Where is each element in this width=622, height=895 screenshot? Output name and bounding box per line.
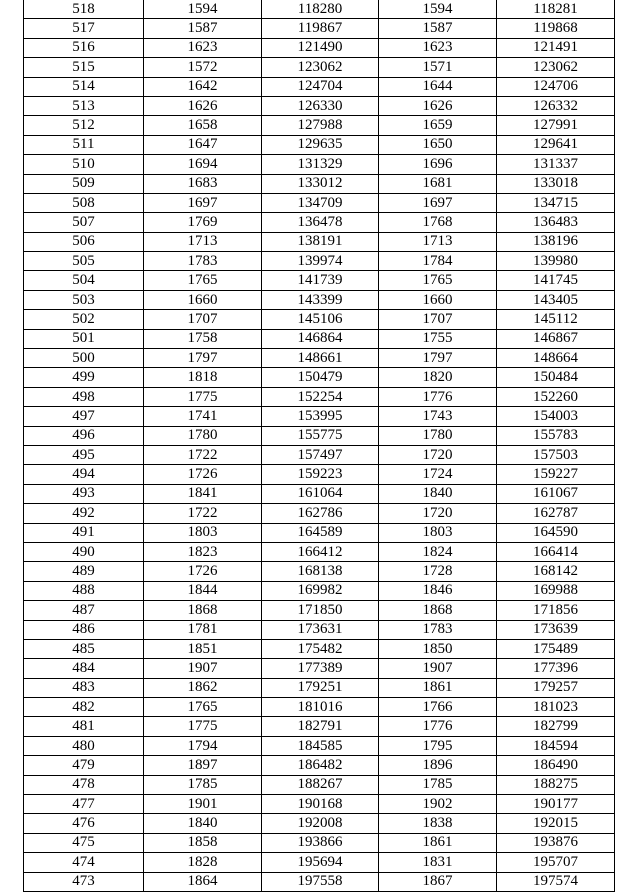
table-row [24, 445, 615, 464]
count-cell-alt: 1766 [379, 698, 497, 717]
count-cell: 1660 [144, 290, 262, 309]
cumulative-cell: 181016 [262, 698, 379, 717]
table-row [24, 853, 615, 872]
count-cell: 1623 [144, 38, 262, 57]
score-cell: 511 [24, 135, 144, 154]
table-row [24, 213, 615, 232]
table-row [24, 96, 615, 115]
count-cell-alt: 1650 [379, 135, 497, 154]
count-cell-alt: 1783 [379, 620, 497, 639]
table-row [24, 833, 615, 852]
cumulative-cell-alt: 126332 [497, 96, 615, 115]
count-cell: 1722 [144, 445, 262, 464]
cumulative-cell: 164589 [262, 523, 379, 542]
count-cell-alt: 1776 [379, 717, 497, 736]
count-cell: 1726 [144, 465, 262, 484]
count-cell-alt: 1861 [379, 678, 497, 697]
cumulative-cell-alt: 146867 [497, 329, 615, 348]
cumulative-cell-alt: 150484 [497, 368, 615, 387]
cumulative-cell-alt: 134715 [497, 193, 615, 212]
count-cell-alt: 1724 [379, 465, 497, 484]
table-row [24, 562, 615, 581]
count-cell-alt: 1861 [379, 833, 497, 852]
table-row [24, 504, 615, 523]
count-cell-alt: 1713 [379, 232, 497, 251]
count-cell-alt: 1743 [379, 407, 497, 426]
count-cell: 1697 [144, 193, 262, 212]
cumulative-cell-alt: 139980 [497, 252, 615, 271]
cumulative-cell-alt: 133018 [497, 174, 615, 193]
count-cell: 1758 [144, 329, 262, 348]
count-cell: 1818 [144, 368, 262, 387]
cumulative-cell: 148661 [262, 349, 379, 368]
table-row [24, 232, 615, 251]
cumulative-cell-alt: 164590 [497, 523, 615, 542]
count-cell-alt: 1795 [379, 736, 497, 755]
count-cell: 1851 [144, 639, 262, 658]
cumulative-cell-alt: 148664 [497, 349, 615, 368]
count-cell: 1823 [144, 542, 262, 561]
table-row [24, 736, 615, 755]
score-cell: 509 [24, 174, 144, 193]
table-row [24, 814, 615, 833]
count-cell: 1658 [144, 116, 262, 135]
cumulative-cell-alt: 162787 [497, 504, 615, 523]
count-cell: 1741 [144, 407, 262, 426]
cumulative-cell: 133012 [262, 174, 379, 193]
cumulative-cell: 127988 [262, 116, 379, 135]
score-cell: 505 [24, 252, 144, 271]
table-row [24, 193, 615, 212]
score-cell: 483 [24, 678, 144, 697]
count-cell-alt: 1571 [379, 58, 497, 77]
count-cell: 1797 [144, 349, 262, 368]
count-cell: 1726 [144, 562, 262, 581]
cumulative-cell-alt: 129641 [497, 135, 615, 154]
cumulative-cell: 153995 [262, 407, 379, 426]
count-cell-alt: 1838 [379, 814, 497, 833]
cumulative-cell: 134709 [262, 193, 379, 212]
table-row [24, 77, 615, 96]
count-cell: 1783 [144, 252, 262, 271]
score-cell: 503 [24, 290, 144, 309]
table-row [24, 407, 615, 426]
score-cell: 507 [24, 213, 144, 232]
count-cell: 1907 [144, 659, 262, 678]
score-cell: 479 [24, 756, 144, 775]
cumulative-cell-alt: 119868 [497, 19, 615, 38]
cumulative-cell: 150479 [262, 368, 379, 387]
cumulative-cell-alt: 181023 [497, 698, 615, 717]
cumulative-cell-alt: 124706 [497, 77, 615, 96]
cumulative-cell: 129635 [262, 135, 379, 154]
table-row [24, 387, 615, 406]
count-cell-alt: 1896 [379, 756, 497, 775]
count-cell: 1765 [144, 698, 262, 717]
table-row [24, 872, 615, 891]
score-cell: 487 [24, 601, 144, 620]
count-cell: 1707 [144, 310, 262, 329]
table-row [24, 542, 615, 561]
count-cell: 1775 [144, 717, 262, 736]
count-cell-alt: 1776 [379, 387, 497, 406]
score-cell: 480 [24, 736, 144, 755]
table-row [24, 484, 615, 503]
count-cell: 1642 [144, 77, 262, 96]
cumulative-cell-alt: 138196 [497, 232, 615, 251]
count-cell-alt: 1768 [379, 213, 497, 232]
table-row [24, 426, 615, 445]
cumulative-cell: 141739 [262, 271, 379, 290]
score-cell: 518 [24, 0, 144, 19]
count-cell: 1897 [144, 756, 262, 775]
score-cell: 495 [24, 445, 144, 464]
count-cell-alt: 1820 [379, 368, 497, 387]
count-cell-alt: 1831 [379, 853, 497, 872]
table-row [24, 523, 615, 542]
score-cell: 500 [24, 349, 144, 368]
count-cell-alt: 1720 [379, 504, 497, 523]
cumulative-cell-alt: 182799 [497, 717, 615, 736]
count-cell: 1647 [144, 135, 262, 154]
cumulative-cell: 182791 [262, 717, 379, 736]
score-cell: 516 [24, 38, 144, 57]
count-cell: 1828 [144, 853, 262, 872]
cumulative-cell-alt: 145112 [497, 310, 615, 329]
cumulative-cell: 155775 [262, 426, 379, 445]
table-row [24, 116, 615, 135]
table-row [24, 368, 615, 387]
cumulative-cell: 192008 [262, 814, 379, 833]
count-cell: 1769 [144, 213, 262, 232]
cumulative-cell: 143399 [262, 290, 379, 309]
cumulative-cell-alt: 192015 [497, 814, 615, 833]
count-cell-alt: 1660 [379, 290, 497, 309]
score-cell: 512 [24, 116, 144, 135]
count-cell: 1683 [144, 174, 262, 193]
cumulative-cell: 177389 [262, 659, 379, 678]
cumulative-cell: 146864 [262, 329, 379, 348]
count-cell: 1713 [144, 232, 262, 251]
count-cell-alt: 1659 [379, 116, 497, 135]
cumulative-cell: 188267 [262, 775, 379, 794]
score-cell: 517 [24, 19, 144, 38]
cumulative-cell-alt: 152260 [497, 387, 615, 406]
score-cell: 499 [24, 368, 144, 387]
count-cell-alt: 1728 [379, 562, 497, 581]
cumulative-cell: 159223 [262, 465, 379, 484]
table-row [24, 329, 615, 348]
table-row [24, 252, 615, 271]
count-cell: 1775 [144, 387, 262, 406]
count-cell-alt: 1644 [379, 77, 497, 96]
score-cell: 502 [24, 310, 144, 329]
count-cell: 1587 [144, 19, 262, 38]
score-distribution-table [23, 0, 615, 892]
count-cell: 1858 [144, 833, 262, 852]
cumulative-cell-alt: 179257 [497, 678, 615, 697]
cumulative-cell: 131329 [262, 155, 379, 174]
table-row [24, 0, 615, 19]
cumulative-cell: 190168 [262, 795, 379, 814]
cumulative-cell-alt: 157503 [497, 445, 615, 464]
cumulative-cell-alt: 190177 [497, 795, 615, 814]
cumulative-cell: 138191 [262, 232, 379, 251]
count-cell: 1840 [144, 814, 262, 833]
cumulative-cell: 168138 [262, 562, 379, 581]
cumulative-cell-alt: 121491 [497, 38, 615, 57]
cumulative-cell: 119867 [262, 19, 379, 38]
cumulative-cell-alt: 169988 [497, 581, 615, 600]
count-cell-alt: 1780 [379, 426, 497, 445]
table-row [24, 290, 615, 309]
score-cell: 513 [24, 96, 144, 115]
cumulative-cell: 179251 [262, 678, 379, 697]
cumulative-cell: 161064 [262, 484, 379, 503]
count-cell-alt: 1626 [379, 96, 497, 115]
count-cell: 1841 [144, 484, 262, 503]
cumulative-cell-alt: 161067 [497, 484, 615, 503]
cumulative-cell-alt: 184594 [497, 736, 615, 755]
cumulative-cell-alt: 177396 [497, 659, 615, 678]
count-cell-alt: 1868 [379, 601, 497, 620]
table-row [24, 38, 615, 57]
score-cell: 496 [24, 426, 144, 445]
cumulative-cell: 123062 [262, 58, 379, 77]
table-row [24, 155, 615, 174]
cumulative-cell-alt: 141745 [497, 271, 615, 290]
table-row [24, 639, 615, 658]
count-cell: 1572 [144, 58, 262, 77]
table-row [24, 581, 615, 600]
score-cell: 488 [24, 581, 144, 600]
score-cell: 489 [24, 562, 144, 581]
cumulative-cell: 186482 [262, 756, 379, 775]
table-row [24, 678, 615, 697]
count-cell: 1694 [144, 155, 262, 174]
count-cell-alt: 1846 [379, 581, 497, 600]
cumulative-cell-alt: 193876 [497, 833, 615, 852]
count-cell: 1864 [144, 872, 262, 891]
cumulative-cell: 184585 [262, 736, 379, 755]
cumulative-cell-alt: 175489 [497, 639, 615, 658]
score-cell: 508 [24, 193, 144, 212]
score-cell: 485 [24, 639, 144, 658]
cumulative-cell-alt: 155783 [497, 426, 615, 445]
table-row [24, 698, 615, 717]
count-cell-alt: 1867 [379, 872, 497, 891]
cumulative-cell: 195694 [262, 853, 379, 872]
score-cell: 492 [24, 504, 144, 523]
score-cell: 473 [24, 872, 144, 891]
score-cell: 482 [24, 698, 144, 717]
count-cell: 1781 [144, 620, 262, 639]
cumulative-cell-alt: 173639 [497, 620, 615, 639]
cumulative-cell-alt: 127991 [497, 116, 615, 135]
count-cell-alt: 1755 [379, 329, 497, 348]
score-cell: 510 [24, 155, 144, 174]
count-cell: 1785 [144, 775, 262, 794]
cumulative-cell: 173631 [262, 620, 379, 639]
count-cell: 1844 [144, 581, 262, 600]
table-row [24, 271, 615, 290]
count-cell-alt: 1681 [379, 174, 497, 193]
count-cell-alt: 1587 [379, 19, 497, 38]
count-cell-alt: 1623 [379, 38, 497, 57]
table-row [24, 310, 615, 329]
count-cell-alt: 1803 [379, 523, 497, 542]
table-row [24, 465, 615, 484]
table-row [24, 775, 615, 794]
cumulative-cell-alt: 154003 [497, 407, 615, 426]
cumulative-cell: 126330 [262, 96, 379, 115]
count-cell-alt: 1850 [379, 639, 497, 658]
cumulative-cell-alt: 123062 [497, 58, 615, 77]
table-body [24, 0, 615, 891]
score-cell: 490 [24, 542, 144, 561]
score-cell: 486 [24, 620, 144, 639]
score-cell: 491 [24, 523, 144, 542]
count-cell-alt: 1697 [379, 193, 497, 212]
cumulative-cell: 121490 [262, 38, 379, 57]
table-row [24, 174, 615, 193]
score-table-container [23, 0, 614, 892]
table-row [24, 58, 615, 77]
count-cell: 1868 [144, 601, 262, 620]
score-cell: 475 [24, 833, 144, 852]
cumulative-cell-alt: 136483 [497, 213, 615, 232]
score-cell: 481 [24, 717, 144, 736]
count-cell: 1765 [144, 271, 262, 290]
cumulative-cell: 193866 [262, 833, 379, 852]
count-cell: 1794 [144, 736, 262, 755]
cumulative-cell: 118280 [262, 0, 379, 19]
score-cell: 501 [24, 329, 144, 348]
score-cell: 514 [24, 77, 144, 96]
count-cell: 1594 [144, 0, 262, 19]
count-cell-alt: 1785 [379, 775, 497, 794]
cumulative-cell-alt: 171856 [497, 601, 615, 620]
table-row [24, 756, 615, 775]
cumulative-cell-alt: 143405 [497, 290, 615, 309]
table-row [24, 659, 615, 678]
cumulative-cell-alt: 131337 [497, 155, 615, 174]
count-cell-alt: 1902 [379, 795, 497, 814]
score-cell: 504 [24, 271, 144, 290]
cumulative-cell-alt: 168142 [497, 562, 615, 581]
table-row [24, 795, 615, 814]
score-cell: 497 [24, 407, 144, 426]
count-cell-alt: 1696 [379, 155, 497, 174]
cumulative-cell-alt: 166414 [497, 542, 615, 561]
count-cell-alt: 1765 [379, 271, 497, 290]
count-cell-alt: 1720 [379, 445, 497, 464]
table-row [24, 620, 615, 639]
table-row [24, 135, 615, 154]
count-cell-alt: 1840 [379, 484, 497, 503]
score-cell: 477 [24, 795, 144, 814]
table-row [24, 601, 615, 620]
score-cell: 476 [24, 814, 144, 833]
cumulative-cell: 162786 [262, 504, 379, 523]
count-cell: 1626 [144, 96, 262, 115]
score-cell: 478 [24, 775, 144, 794]
cumulative-cell: 175482 [262, 639, 379, 658]
cumulative-cell: 139974 [262, 252, 379, 271]
count-cell-alt: 1824 [379, 542, 497, 561]
cumulative-cell: 124704 [262, 77, 379, 96]
cumulative-cell: 136478 [262, 213, 379, 232]
count-cell-alt: 1797 [379, 349, 497, 368]
cumulative-cell-alt: 118281 [497, 0, 615, 19]
table-row [24, 19, 615, 38]
count-cell-alt: 1784 [379, 252, 497, 271]
cumulative-cell: 169982 [262, 581, 379, 600]
score-cell: 474 [24, 853, 144, 872]
cumulative-cell: 152254 [262, 387, 379, 406]
score-cell: 494 [24, 465, 144, 484]
score-cell: 493 [24, 484, 144, 503]
cumulative-cell-alt: 186490 [497, 756, 615, 775]
score-cell: 515 [24, 58, 144, 77]
count-cell: 1901 [144, 795, 262, 814]
cumulative-cell: 197558 [262, 872, 379, 891]
cumulative-cell-alt: 159227 [497, 465, 615, 484]
count-cell-alt: 1594 [379, 0, 497, 19]
cumulative-cell: 157497 [262, 445, 379, 464]
cumulative-cell: 145106 [262, 310, 379, 329]
count-cell: 1803 [144, 523, 262, 542]
table-row [24, 349, 615, 368]
count-cell-alt: 1707 [379, 310, 497, 329]
table-row [24, 717, 615, 736]
count-cell: 1722 [144, 504, 262, 523]
count-cell-alt: 1907 [379, 659, 497, 678]
count-cell: 1780 [144, 426, 262, 445]
cumulative-cell-alt: 188275 [497, 775, 615, 794]
cumulative-cell-alt: 195707 [497, 853, 615, 872]
cumulative-cell: 171850 [262, 601, 379, 620]
cumulative-cell: 166412 [262, 542, 379, 561]
count-cell: 1862 [144, 678, 262, 697]
score-cell: 498 [24, 387, 144, 406]
cumulative-cell-alt: 197574 [497, 872, 615, 891]
score-cell: 506 [24, 232, 144, 251]
score-cell: 484 [24, 659, 144, 678]
